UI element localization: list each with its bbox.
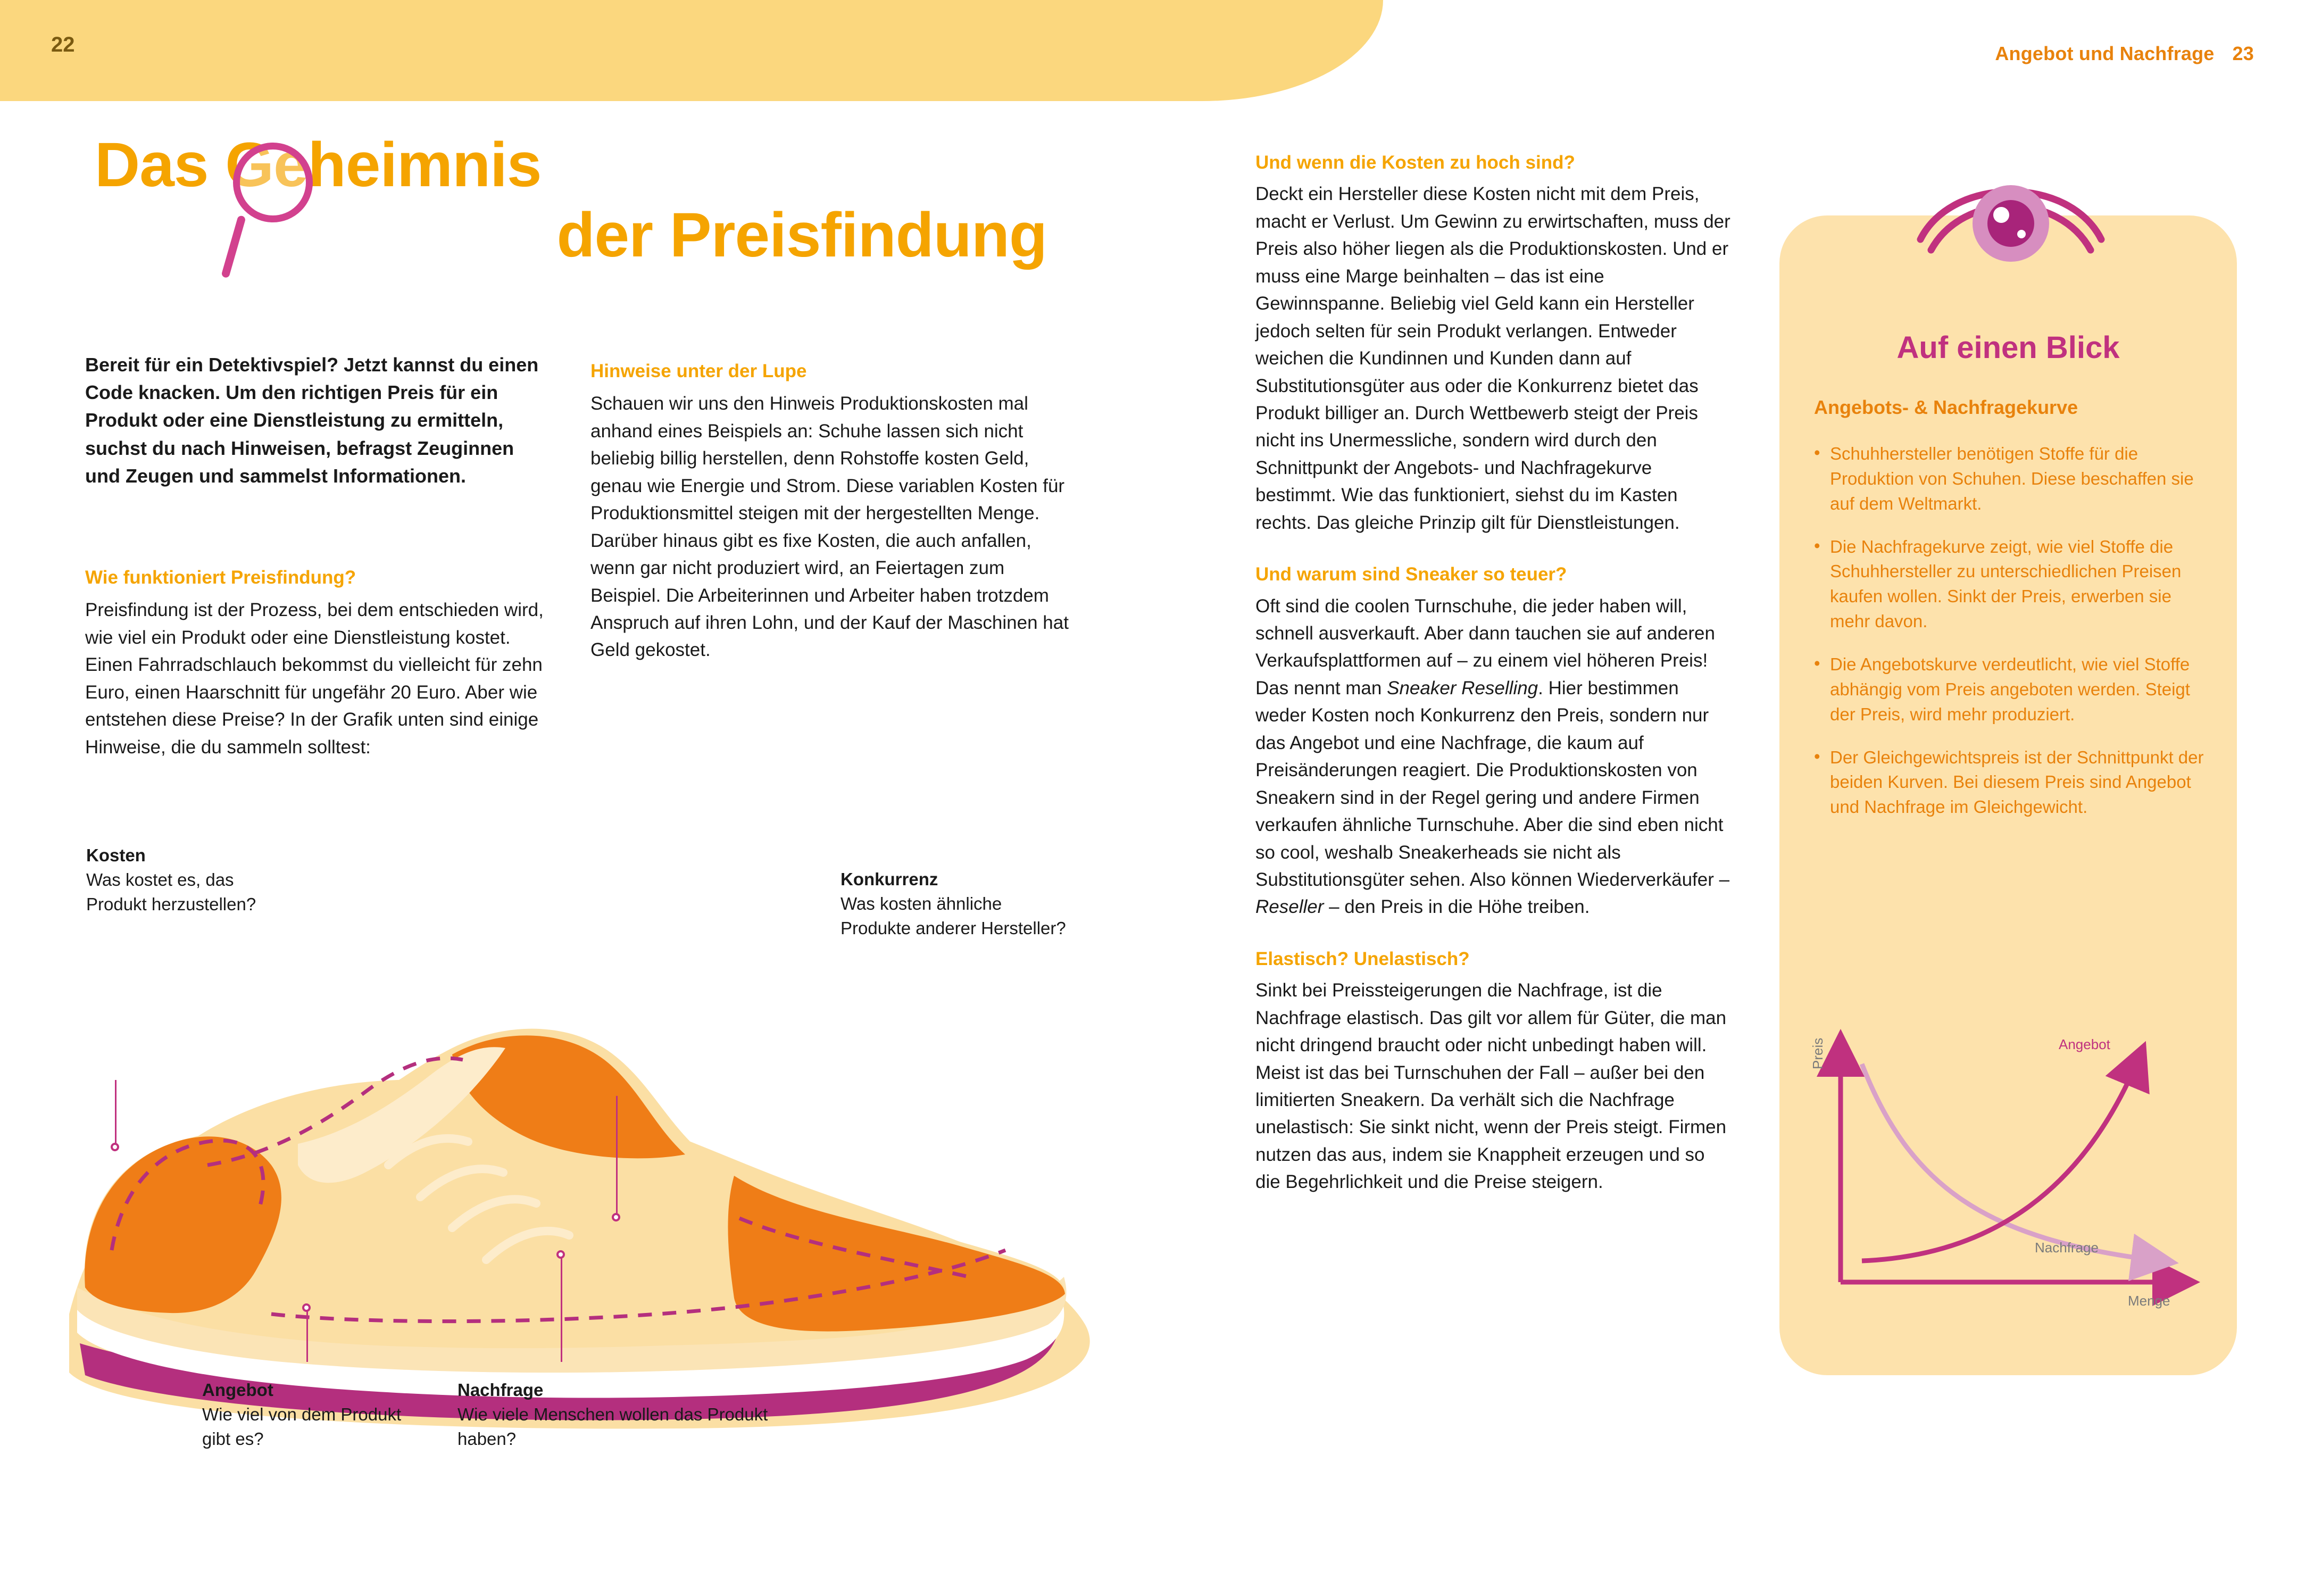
page-number-right: 23 [2232, 43, 2254, 64]
eye-icon [1915, 160, 2107, 277]
section-body-hinweise: Schauen wir uns den Hinweis Produktionskosten mal anhand eines Beispiels an: Schuhe lassen sich nicht beliebig billig herstellen, denn Rohstoffe kosten Geld, genau wie Energie und Strom. Diese variablen Kosten für Produktionsmittel steigen mit der hergestellten Menge. Darüber hinaus gibt es fixe Kosten, die auch anfallen, wenn gar nicht produziert wird, an Feiertagen zum Beispiel. Die Arbeiterinnen und Arbeiter haben trotzdem Anspruch auf ihren Lohn, und der Kauf der Maschinen hat Geld gekostet. [590, 393, 1069, 661]
list-item: • Die Nachfragekurve zeigt, wie viel Stoffe die Schuhhersteller zu unterschiedlichen Preisen kaufen wollen. Sinkt der Preis, erwerben sie mehr davon. [1814, 535, 2208, 634]
supply-demand-chart [1809, 1027, 2213, 1325]
sneaker-italic-1: Sneaker Reselling [1387, 677, 1538, 699]
lead-paragraph: Bereit für ein Detektivspiel? Jetzt kannst du einen Code knacken. Um den richtigen Preis für ein Produkt oder eine Dienstleistung zu ermitteln, suchst du nach Hinweisen, befragst Zeuginnen und Zeugen und sammelst Informationen. [85, 354, 539, 487]
section-body-elastisch: Sinkt bei Preissteigerungen die Nachfrage, ist die Nachfrage elastisch. Das gilt vor allem für Güter, die man nicht dringend braucht oder nicht unbedingt haben will. Meist ist das bei Turnschuhen der Fall – außer bei den limitierten Sneakern. Da verhält sich die Nachfrage unelastisch: Sie sinkt nicht, wenn der Preis steigt. Firmen nutzen das aus, indem sie Knappheit erzeugen und so die Begehrlichkeit und die Preise steigern. [1255, 980, 1727, 1193]
section-heading-hinweise: Hinweise unter der Lupe [590, 361, 807, 381]
top-banner [0, 0, 1383, 101]
callout-line-angebot [306, 1310, 308, 1362]
page-number-left: 22 [51, 33, 75, 56]
callout-angebot-title: Angebot [202, 1380, 273, 1400]
left-column-section-2 [590, 358, 1069, 664]
middle-column [1255, 149, 1734, 1220]
callout-line-kosten [115, 1080, 117, 1144]
supply-demand-graph [1809, 1027, 2213, 1325]
callout-nachfrage-title: Nachfrage [457, 1380, 544, 1400]
chart-supply-label: Angebot [2059, 1036, 2110, 1052]
callout-angebot-text: Wie viel von dem Produkt gibt es? [202, 1404, 402, 1449]
page-title-line2: der Preisfindung [556, 200, 1047, 270]
list-item: • Die Angebotskurve verdeutlicht, wie viel Stoffe abhängig vom Preis angeboten werden. Steigt der Preis, wird mehr produziert. [1814, 652, 2208, 727]
section-heading-preisfindung: Wie funktioniert Preisfindung? [85, 567, 356, 588]
section-body-kosten-zu-hoch: Deckt ein Hersteller diese Kosten nicht mit dem Preis, macht er Verlust. Um Gewinn zu erwirtschaften, muss der Preis also höher liegen als die Produktionskosten. Und er muss eine Marge beinhalten – das ist eine Gewinnspanne. Beliebig viel Geld kann ein Hersteller jedoch selten für sein Produkt verlangen. Entweder weichen die Kundinnen und Kunden dann auf Substitutionsgüter aus oder die Konkurrenz bietet das Produkt billiger an. Durch Wettbewerb steigt der Preis nicht ins Unermessliche, sondern wird durch den Schnittpunkt der Angebots- und Nachfragekurve bestimmt. Wie das funktioniert, siehst du im Kasten rechts. Das gleiche Prinzip gilt für Dienstleistungen. [1255, 184, 1730, 533]
page-title-line1: Das Geheimnis [95, 130, 542, 200]
callout-kosten-title: Kosten [86, 845, 146, 865]
callout-line-konkurrenz [616, 1096, 618, 1214]
chart-demand-label: Nachfrage [2035, 1240, 2099, 1256]
sneaker-text-3: – den Preis in die Höhe treiben. [1324, 896, 1590, 918]
sidebar-title: Auf einen Blick [1896, 330, 2120, 365]
callout-angebot [202, 1378, 404, 1452]
section-heading-kosten-zu-hoch: Und wenn die Kosten zu hoch sind? [1255, 152, 1575, 173]
sneaker-text-1: Oft sind die coolen Turnschuhe, die jeder haben will, schnell ausverkauft. Aber dann tauchen sie auf anderen Verkaufsplattformen auf – zu einem viel höheren Preis! Das nennt man [1255, 595, 1715, 699]
chart-x-axis-label: Menge [2128, 1293, 2170, 1309]
section-heading-sneaker-teuer: Und warum sind Sneaker so teuer? [1255, 564, 1567, 585]
sidebar-subtitle: Angebots- & Nachfragekurve [1814, 396, 2078, 418]
callout-line-nachfrage [561, 1257, 562, 1362]
callout-dot-konkurrenz [612, 1213, 620, 1221]
list-item: • Schuhhersteller benötigen Stoffe für die Produktion von Schuhen. Diese beschaffen sie auf dem Weltmarkt. [1814, 442, 2208, 517]
chart-y-axis-label: Preis [1810, 1037, 1826, 1069]
callout-konkurrenz-title: Konkurrenz [841, 869, 938, 889]
section-heading-elastisch: Elastisch? Unelastisch? [1255, 948, 1470, 969]
section-body-sneaker-teuer [1255, 593, 1734, 921]
sneaker-italic-2: Reseller [1255, 896, 1324, 918]
callout-kosten [86, 843, 278, 917]
callout-nachfrage [457, 1378, 803, 1452]
page-title [95, 130, 1079, 270]
callout-konkurrenz [841, 867, 1069, 941]
list-item: • Der Gleichgewichtspreis ist der Schnittpunkt der beiden Kurven. Bei diesem Preis sind Angebot und Nachfrage im Gleichgewicht. [1814, 745, 2208, 820]
running-head [1995, 43, 2254, 65]
sidebar-bullet-list [1814, 442, 2208, 838]
callout-dot-kosten [111, 1143, 119, 1151]
running-head-text: Angebot und Nachfrage [1995, 43, 2215, 64]
callout-konkurrenz-text: Was kosten ähnliche Produkte anderer Hersteller? [841, 894, 1066, 938]
section-body-preisfindung: Preisfindung ist der Prozess, bei dem entschieden wird, wie viel ein Produkt oder eine Dienstleistung kostet. Einen Fahrradschlauch bekommst du vielleicht für zehn Euro, einen Haarschnitt für ungefähr 20 Euro. Aber wie entstehen diese Preise? In der Grafik unten sind einige Hinweise, die du sammeln solltest: [85, 600, 544, 758]
left-column-section-1 [85, 564, 553, 761]
sneaker-text-2: . Hier bestimmen weder Kosten noch Konkurrenz den Preis, sondern nur das Angebot und eine Nachfrage, die kaum auf Preisänderungen reagiert. Die Produktionskosten von Sneakern sind in der Regel gering und andere Firmen verkaufen ähnliche Turnschuhe. Aber die sind eben nicht so cool, weshalb Sneakerheads sie nicht als Substitutionsgüter sehen. Also können Wiederverkäufer – [1255, 677, 1730, 890]
sneaker-illustration [48, 846, 1138, 1463]
callout-nachfrage-text: Wie viele Menschen wollen das Produkt haben? [457, 1404, 768, 1449]
callout-kosten-text: Was kostet es, das Produkt herzustellen? [86, 870, 256, 915]
